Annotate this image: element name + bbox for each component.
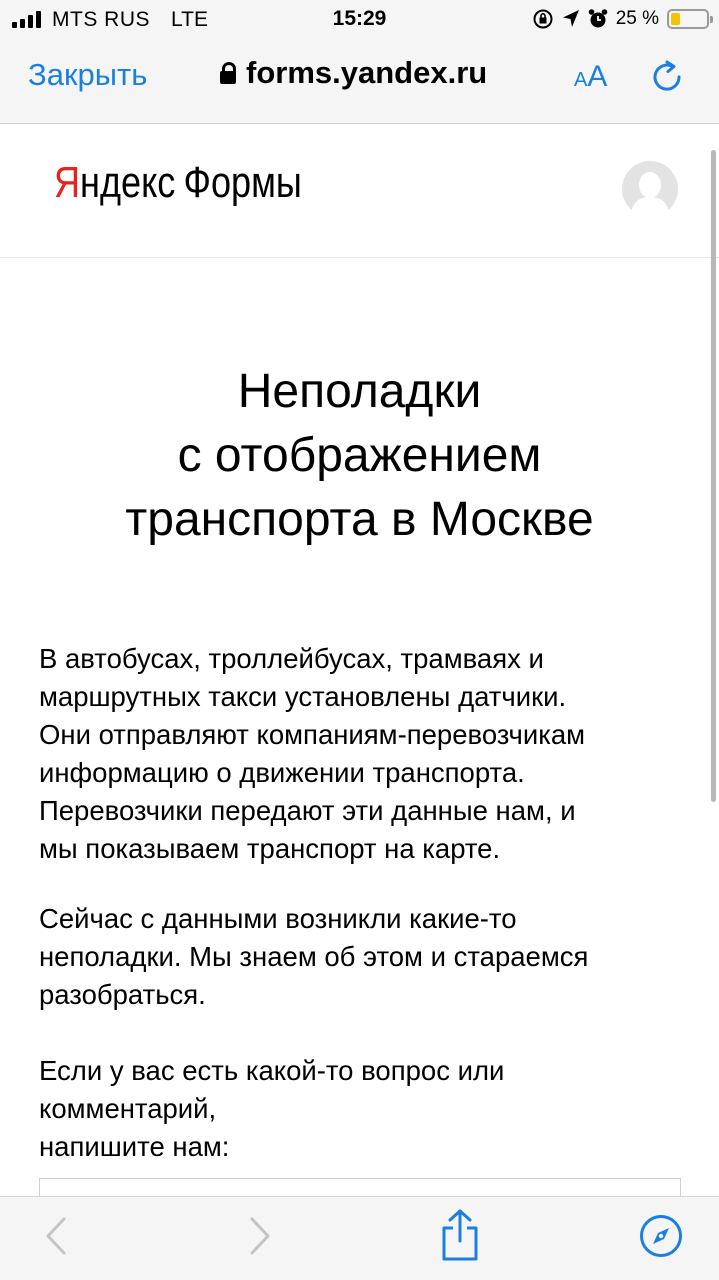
location-icon [562,9,580,29]
logo-yandex-rest: ндекс [80,158,176,207]
back-icon[interactable] [38,1211,74,1261]
domain-label: forms.yandex.ru [246,55,488,90]
title-line: с отображением [177,429,542,482]
text-line: неполадки. Мы знаем об этом и стараемся [39,941,589,972]
page-title [0,360,719,552]
contact-paragraph [39,1052,689,1166]
close-button[interactable]: Закрыть [28,57,148,92]
yandex-forms-logo[interactable] [54,158,302,208]
address-bar[interactable] [220,55,487,91]
text-size-big: A [587,60,608,93]
title-line: транспорта в Москве [125,493,594,546]
battery-icon [667,9,709,29]
text-line: Перевозчики передают эти данные нам, и [39,795,576,826]
forward-icon[interactable] [242,1211,278,1261]
battery-percent: 25 % [615,8,659,29]
text-line: разобраться. [39,979,206,1010]
status-paragraph [39,900,689,1014]
orientation-lock-icon [532,8,554,30]
status-time: 15:29 [332,7,387,30]
text-line: Если у вас есть какой-то вопрос или [39,1055,505,1086]
page-header [0,125,719,258]
status-bar [0,0,719,40]
text-line: Сейчас с данными возникли какие-то [39,903,517,934]
compass-icon[interactable] [638,1213,684,1259]
alarm-icon [588,8,608,30]
text-line: мы показываем транспорт на карте. [39,833,501,864]
reload-icon[interactable] [648,58,686,96]
browser-toolbar [0,40,719,124]
text-line: Они отправляют компаниям-перевозчикам [39,719,586,750]
text-line: комментарий, [39,1093,217,1124]
lock-icon [220,62,236,84]
text-size-small: A [574,69,588,91]
description-paragraph [39,640,689,868]
browser-bottom-bar [0,1196,719,1280]
avatar[interactable] [622,161,678,217]
text-line: маршрутных такси установлены датчики. [39,681,567,712]
title-line: Неполадки [237,365,482,418]
battery-fill [671,13,680,25]
text-size-button[interactable] [574,60,607,94]
user-silhouette-icon [622,161,678,217]
text-line: информацию о движении транспорта. [39,757,525,788]
share-icon[interactable] [438,1207,482,1263]
network-type: LTE [171,8,208,31]
carrier-name: MTS RUS [52,8,150,31]
text-line: В автобусах, троллейбусах, трамваях и [39,643,544,674]
logo-product: Формы [183,158,302,207]
text-line: напишите нам: [39,1131,230,1162]
logo-letter-y: Я [54,158,81,207]
